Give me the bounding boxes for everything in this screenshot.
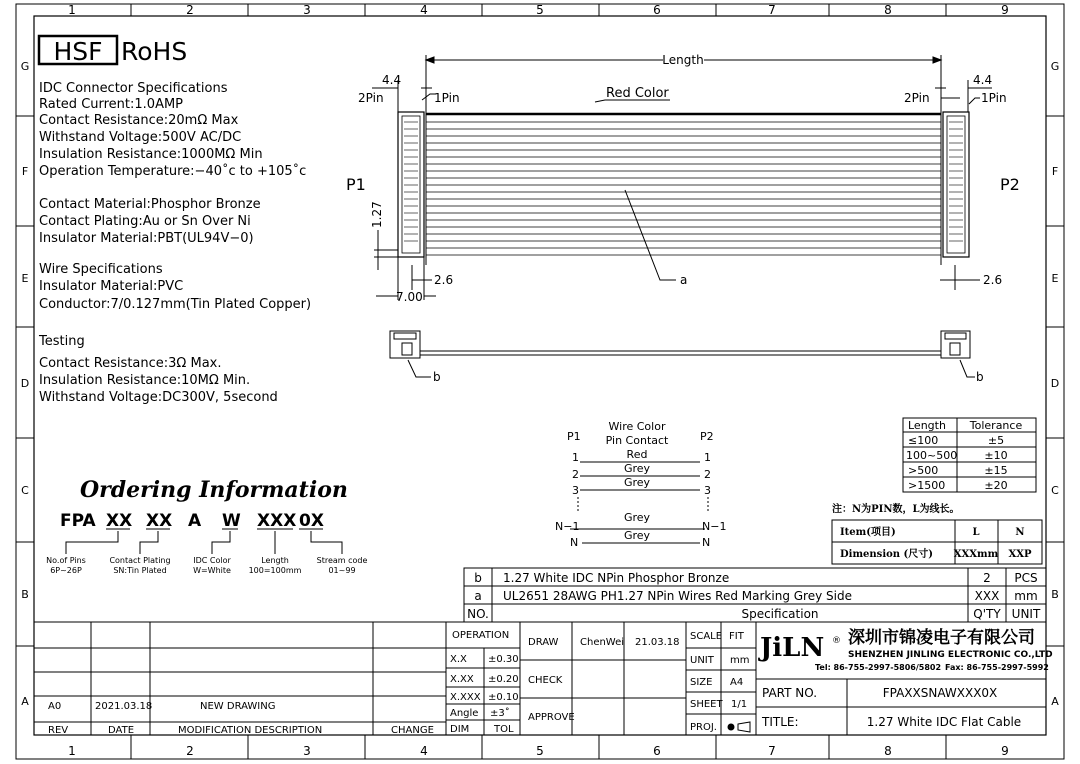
testing-title: Testing (39, 334, 85, 349)
spec-insulation-resistance: Insulation Resistance:1000MΩ Min (39, 147, 263, 162)
tol-cell: ≤100 (908, 434, 939, 447)
sheet-label: SHEET (690, 699, 723, 710)
dim-4-4-left: 4.4 (382, 73, 402, 87)
dim-4-4-right: 4.4 (973, 73, 993, 87)
wire-row-color: Grey (623, 462, 651, 475)
wire-row-right: N (702, 536, 711, 549)
item-n: N (1015, 527, 1025, 538)
rev-header-change: CHANGE (391, 725, 434, 736)
wire-color-header: Wire Color (608, 420, 666, 433)
wire-row-color: Red (626, 448, 648, 461)
wire-row-left: 2 (572, 468, 579, 481)
draw-label: DRAW (528, 637, 559, 648)
wire-row-left: 1 (572, 451, 579, 464)
wire-row-left: N (570, 536, 579, 549)
cable-top-view (372, 55, 992, 300)
col-label: 1 (68, 3, 76, 17)
callout-a: a (680, 273, 688, 287)
wire-table-p2: P2 (700, 430, 714, 443)
row-label: G (1050, 60, 1060, 73)
ordering-information (46, 477, 367, 575)
wire-row-color: Grey (623, 529, 651, 542)
col-label: 8 (884, 744, 892, 758)
company-fax: Fax: 86-755-2997-5992 (945, 663, 1049, 672)
scale-value: FIT (729, 631, 744, 642)
bom-desc: 1.27 White IDC NPin Phosphor Bronze (503, 571, 730, 585)
bom-qty: XXX (974, 589, 1000, 603)
tol-cell: ±5 (987, 434, 1005, 447)
row-label: C (1051, 484, 1059, 497)
tol-cell: ±15 (984, 464, 1008, 477)
label-pins: No.of Pins (46, 556, 86, 565)
dimension-n: XXP (1008, 549, 1032, 560)
row-label: B (1051, 588, 1059, 601)
dim-2-6-right: 2.6 (983, 273, 1003, 287)
callout-b-right: b (976, 370, 984, 384)
pin2-right-label: 2Pin (904, 91, 930, 105)
cable-side-view (390, 331, 975, 377)
col-label: 2 (186, 744, 194, 758)
wire-row-color: Grey (623, 511, 651, 524)
row-label: D (1050, 377, 1060, 390)
tol-cell: ±20 (984, 479, 1008, 492)
label-idc-color: IDC Color (193, 556, 231, 565)
tol-val: ±3˚ (490, 708, 510, 719)
tol-key: X.XX (450, 674, 474, 685)
code-w: W (222, 511, 241, 531)
row-label: C (21, 484, 29, 497)
rohs-badge: RoHS (121, 37, 188, 66)
draw-date: 21.03.18 (635, 637, 680, 648)
tol-val: ±0.20 (488, 674, 519, 685)
row-label: A (21, 695, 29, 708)
note-text: 注：N为PIN数，L为线长。 (832, 504, 960, 515)
title-label: TITLE: (762, 715, 799, 729)
spec-contact-resistance: Contact Resistance:20mΩ Max (39, 113, 239, 128)
check-label: CHECK (528, 675, 563, 686)
col-label: 6 (653, 744, 661, 758)
label-length: Length (261, 556, 289, 565)
col-label: 3 (303, 744, 311, 758)
row-label: A (1051, 695, 1059, 708)
pin-contact-header: Pin Contact (605, 434, 669, 447)
dimension-l: XXXmm (953, 549, 999, 560)
scale-label: SCALE (690, 631, 723, 642)
bom-desc: UL2651 28AWG PH1.27 NPin Wires Red Marking Grey Side (503, 589, 852, 603)
bom-id: b (474, 571, 482, 585)
rev-header-desc: MODIFICATION DESCRIPTION (178, 725, 323, 736)
wire-row-left: 3 (572, 484, 579, 497)
bom-unit: PCS (1014, 571, 1038, 585)
p1-label: P1 (346, 175, 366, 194)
tol-val: ±0.30 (488, 654, 519, 665)
wire-row-right: 1 (704, 451, 711, 464)
dim-7-00: 7.00 (396, 290, 423, 304)
wire-row-left: N−1 (555, 520, 580, 533)
col-label: 7 (768, 744, 776, 758)
row-label: G (20, 60, 30, 73)
col-label: 9 (1001, 744, 1009, 758)
wire-row-right: 3 (704, 484, 711, 497)
idc-spec-title: IDC Connector Specifications (39, 81, 228, 96)
registered-mark: ® (832, 636, 841, 646)
col-label: 4 (420, 3, 428, 17)
code-pins: XX (106, 511, 133, 531)
label-plating: Contact Plating (109, 556, 171, 565)
tol-key: X.XXX (450, 692, 481, 703)
item-l: L (972, 527, 980, 538)
rev-value: A0 (48, 701, 62, 712)
wire-row-right: 2 (704, 468, 711, 481)
tol-cell: 100~500 (906, 449, 958, 462)
bom-header-spec: Specification (741, 607, 819, 621)
red-color-label: Red Color (606, 86, 669, 101)
callout-b-left: b (433, 370, 441, 384)
tolerance-table (903, 418, 1036, 492)
wire-insulator: Insulator Material:PVC (39, 279, 184, 294)
wire-conductor: Conductor:7/0.127mm(Tin Plated Copper) (39, 297, 312, 312)
spec-rated-current: Rated Current:1.0AMP (39, 97, 184, 112)
dimension-label: Dimension (尺寸) (840, 549, 933, 560)
item-label: Item(项目) (840, 527, 896, 538)
label-pins-range: 6P~26P (50, 566, 82, 575)
length-dim-label: Length (662, 53, 704, 67)
col-label: 5 (536, 3, 544, 17)
drawing-title: 1.27 White IDC Flat Cable (866, 715, 1022, 729)
projection-icon (728, 722, 750, 732)
col-label: 8 (884, 3, 892, 17)
drawer-name: ChenWei (580, 637, 625, 648)
wire-row-color: Grey (623, 476, 651, 489)
wire-row-right: N−1 (702, 520, 727, 533)
sheet-value: 1/1 (731, 699, 748, 710)
company-logo: JiLN (760, 633, 825, 663)
pin1-right-label: 1Pin (981, 91, 1007, 105)
row-label: F (1051, 165, 1059, 178)
part-no-label: PART NO. (762, 686, 818, 700)
unit-value: mm (730, 655, 750, 666)
rev-header-date: DATE (108, 725, 135, 736)
item-table (832, 520, 1042, 564)
tol-header: Length (908, 419, 946, 432)
dim-label: DIM (450, 724, 470, 735)
tol-cell: ±10 (984, 449, 1008, 462)
approve-label: APPROVE (528, 712, 575, 723)
label-idc-sub: W=White (193, 566, 231, 575)
test-contact-resistance: Contact Resistance:3Ω Max. (39, 356, 222, 371)
company-tel: Tel: 86-755-2997-5806/5802 (815, 663, 942, 672)
p2-label: P2 (1000, 175, 1020, 194)
compliance-badges (39, 36, 187, 66)
col-label: 3 (303, 3, 311, 17)
test-withstand-voltage: Withstand Voltage:DC300V, 5second (39, 390, 278, 405)
ordering-title: Ordering Information (80, 477, 348, 503)
test-insulation-resistance: Insulation Resistance:10MΩ Min. (39, 373, 251, 388)
title-block (34, 622, 1053, 736)
bom-table (464, 568, 1046, 622)
cable-top-view-labels (346, 53, 1020, 304)
spec-insulator-material: Insulator Material:PBT(UL94V−0) (39, 231, 254, 246)
proj-label: PROJ. (690, 722, 717, 733)
bom-qty: 2 (983, 571, 991, 585)
row-label: D (20, 377, 30, 390)
pin2-left-label: 2Pin (358, 91, 384, 105)
company-name-en: SHENZHEN JINLING ELECTRONIC CO.,LTD (848, 650, 1053, 660)
bom-header-no: NO. (467, 607, 489, 621)
column-labels-bottom (68, 744, 1009, 758)
tol-cell: >1500 (908, 479, 946, 492)
col-label: 7 (768, 3, 776, 17)
operation-label: OPERATION (452, 630, 510, 641)
row-label: E (21, 272, 29, 285)
wire-color-table (555, 420, 726, 549)
code-fpa: FPA (60, 511, 96, 531)
code-a: A (188, 511, 202, 531)
spec-contact-plating: Contact Plating:Au or Sn Over Ni (39, 214, 251, 229)
col-label: 9 (1001, 3, 1009, 17)
rev-date: 2021.03.18 (95, 701, 153, 712)
col-label: 2 (186, 3, 194, 17)
code-plating: XX (146, 511, 173, 531)
bom-unit: mm (1014, 589, 1038, 603)
wire-table-p1: P1 (567, 430, 581, 443)
specifications (38, 81, 311, 405)
rev-desc: NEW DRAWING (200, 701, 276, 712)
code-stream: 0X (299, 511, 324, 531)
unit-label: UNIT (690, 655, 714, 666)
spec-operation-temp: Operation Temperature:−40˚c to +105˚c (39, 164, 307, 179)
hsf-badge: HSF (53, 37, 103, 66)
tol-key: Angle (450, 708, 479, 719)
tol-cell: >500 (908, 464, 939, 477)
tol-key: X.X (450, 654, 467, 665)
col-label: 6 (653, 3, 661, 17)
code-length: XXX (257, 511, 297, 531)
row-label: F (21, 165, 29, 178)
cable-side-view-labels (433, 370, 984, 384)
col-label: 5 (536, 744, 544, 758)
bom-id: a (474, 589, 482, 603)
size-value: A4 (730, 677, 744, 688)
spec-withstand-voltage: Withstand Voltage:500V AC/DC (39, 130, 242, 145)
bom-header-qty: Q'TY (973, 607, 1001, 621)
col-label: 1 (68, 744, 76, 758)
company-name-cn: 深圳市锦凌电子有限公司 (848, 628, 1035, 648)
tol-header: Tolerance (969, 419, 1023, 432)
part-no: FPAXXSNAWXXX0X (882, 686, 998, 700)
tol-label: TOL (494, 724, 514, 735)
label-length-sub: 100=100mm (248, 566, 302, 575)
label-plating-sub: SN:Tin Plated (113, 566, 167, 575)
pin1-left-label: 1Pin (434, 91, 460, 105)
spec-contact-material: Contact Material:Phosphor Bronze (39, 197, 261, 212)
size-label: SIZE (690, 677, 713, 688)
row-label: E (1051, 272, 1059, 285)
label-stream: Stream code (316, 556, 368, 565)
dim-2-6-left: 2.6 (434, 273, 454, 287)
label-stream-sub: 01~99 (328, 566, 356, 575)
row-label: B (21, 588, 29, 601)
bom-header-unit: UNIT (1011, 607, 1041, 621)
rev-header-rev: REV (48, 725, 69, 736)
column-labels-top (68, 3, 1009, 17)
wire-spec-title: Wire Specifications (39, 262, 163, 277)
col-label: 4 (420, 744, 428, 758)
tol-val: ±0.10 (488, 692, 519, 703)
dim-1-27: 1.27 (370, 201, 384, 228)
